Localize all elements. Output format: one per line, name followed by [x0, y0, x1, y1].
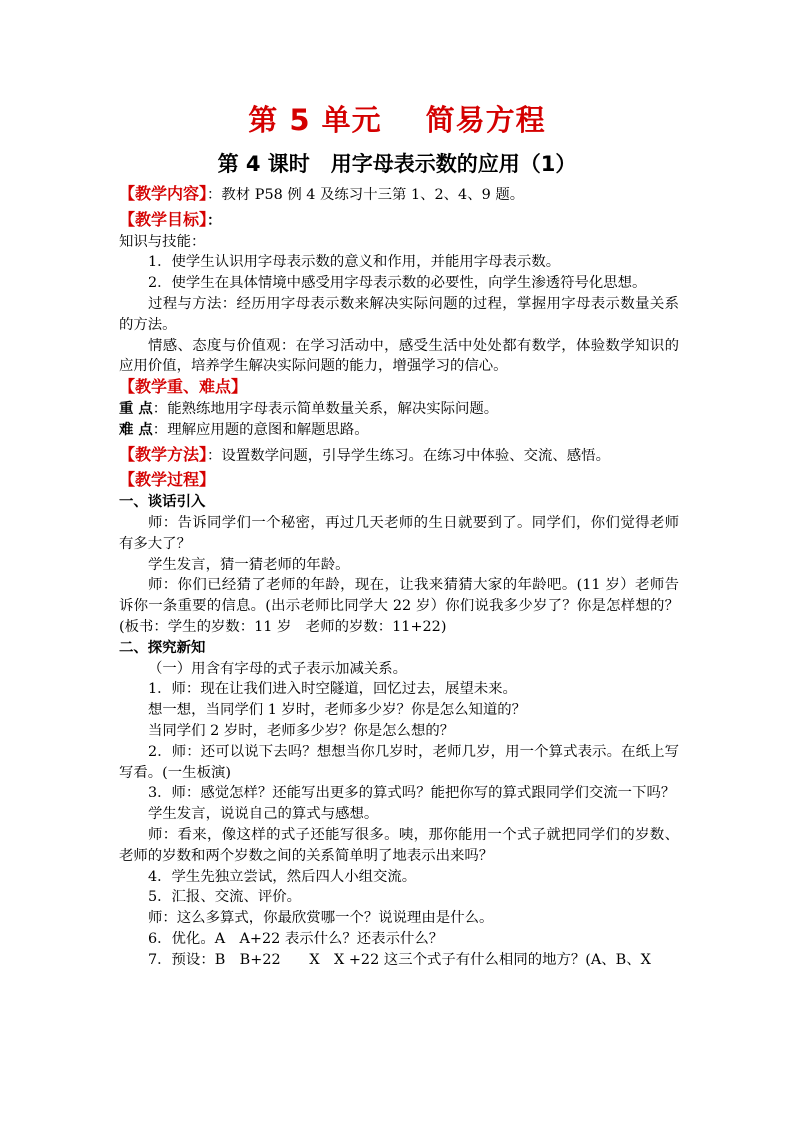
para-s13: 7．预设：B B+22 X X +22 这三个式子有什么相同的地方？(A、B、X — [148, 951, 651, 968]
part1-title: 一、谈话引入 — [119, 494, 206, 511]
lesson-body — [119, 184, 679, 970]
para-s11: 师：这么多算式，你最欣赏哪一个？说说理由是什么。 — [148, 910, 494, 927]
goal-emotion: 情感、态度与价值观：在学习活动中，感受生活中处处都有数学，体验数学知识的应用价值，培养学生解决实际问题的能力，增强学习的信心。 — [119, 337, 679, 375]
part2-title: 二、探究新知 — [119, 639, 206, 656]
goal-k2: 2．使学生在具体情境中感受用字母表示数的必要性，向学生渗透符号化思想。 — [148, 275, 647, 292]
para-s9: 4．学生先独立尝试，然后四人小组交流。 — [148, 868, 417, 885]
unit-number: 第 5 单元 — [248, 103, 382, 137]
para-p2: 学生发言，猜一猜老师的年龄。 — [148, 556, 350, 573]
para-s8: 师：看来，像这样的式子还能写很多。咦，那你能用一个式子就把同学们的岁数、老师的岁数和两个岁数之间的关系简单明了地表示出来吗？ — [119, 826, 679, 864]
difficulty-line — [119, 420, 679, 441]
focus-label: 重 点 — [119, 400, 153, 417]
para-s1: （一）用含有字母的式子表示加减关系。 — [148, 660, 408, 677]
method-text: ：设置数学问题，引导学生练习。在练习中体验、交流、感悟。 — [207, 447, 610, 464]
method-heading: 【教学方法】 — [119, 444, 208, 464]
unit-title — [0, 98, 794, 139]
para-s10: 5．汇报、交流、评价。 — [148, 889, 302, 906]
focus-line — [119, 399, 679, 420]
content-line — [119, 184, 679, 206]
goals-colon: ： — [207, 212, 222, 229]
key-line — [119, 377, 679, 399]
para-s7: 学生发言，说说自己的算式与感想。 — [148, 806, 379, 823]
difficulty-text: ：理解应用题的意图和解题思路。 — [152, 421, 369, 438]
para-s6: 3．师：感觉怎样？还能写出更多的算式吗？能把你写的算式跟同学们交流一下吗？ — [148, 785, 676, 802]
para-s4: 当同学们 2 岁时，老师多少岁？你是怎么想的？ — [148, 722, 455, 739]
goals-heading: 【教学目标】 — [119, 209, 208, 229]
goals-line — [119, 210, 679, 232]
process-line — [119, 470, 679, 492]
process-heading: 【教学过程】 — [119, 470, 216, 490]
content-heading: 【教学内容】 — [119, 184, 208, 203]
knowledge-label: 知识与技能： — [119, 233, 206, 250]
para-s12: 6．优化。A A+22 表示什么？还表示什么？ — [148, 930, 444, 947]
para-s3: 想一想，当同学们 1 岁时，老师多少岁？你是怎么知道的？ — [148, 702, 527, 719]
key-heading: 【教学重、难点】 — [119, 377, 248, 397]
focus-text: ：能熟练地用字母表示简单数量关系，解决实际问题。 — [152, 400, 499, 417]
para-s5: 2．师：还可以说下去吗？想想当你几岁时，老师几岁，用一个算式表示。在纸上写写看。(一生板演) — [119, 743, 679, 781]
para-p3: 师：你们已经猜了老师的年龄，现在，让我来猜猜大家的年龄吧。(11 岁）老师告诉你一条重要的信息。(出示老师比同学大 22 岁）你们说我多少岁了？你是怎样想的？(板书：学生的岁数：11 岁 老师的岁数：11+22) — [119, 577, 679, 635]
goal-process: 过程与方法：经历用字母表示数来解决实际问题的过程，掌握用字母表示数量关系的方法。 — [119, 295, 679, 333]
method-line — [119, 445, 679, 467]
para-s2: 1．师：现在让我们进入时空隧道，回忆过去，展望未来。 — [148, 681, 517, 698]
unit-topic: 简易方程 — [425, 103, 546, 137]
lesson-title: 第 4 课时 用字母表示数的应用（1） — [217, 152, 577, 176]
para-p1: 师：告诉同学们一个秘密，再过几天老师的生日就要到了。同学们，你们觉得老师有多大了？ — [119, 514, 679, 552]
content-text: ：教材 P58 例 4 及练习十三第 1、2、4、9 题。 — [207, 187, 525, 203]
difficulty-label: 难 点 — [119, 421, 153, 438]
goal-k1: 1．使学生认识用字母表示数的意义和作用，并能用字母表示数。 — [148, 254, 561, 271]
